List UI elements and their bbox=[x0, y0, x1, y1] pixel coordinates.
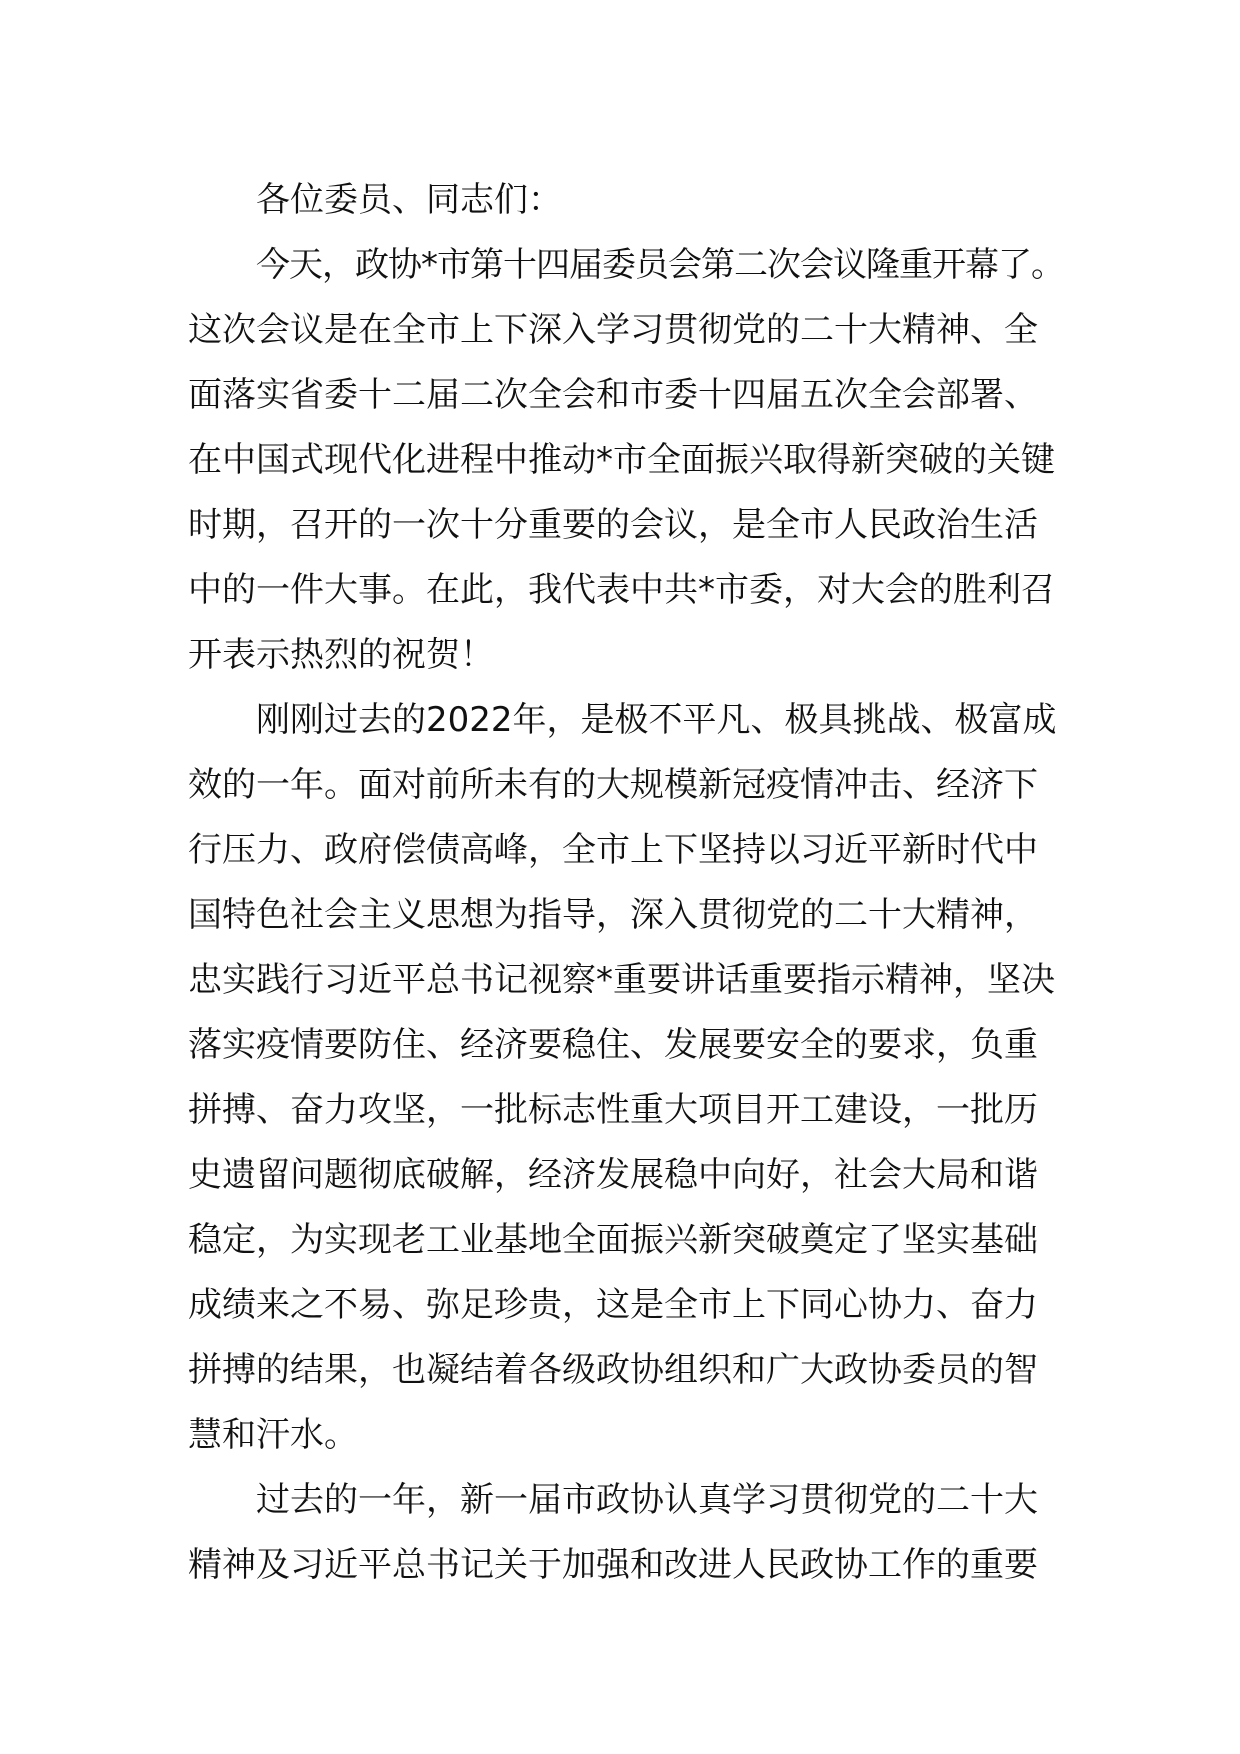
paragraph-2-line-12: 慧和汗水。 bbox=[188, 1415, 358, 1455]
paragraph-2-line-10: 成绩来之不易、弥足珍贵，这是全市上下同心协力、奋力 bbox=[188, 1285, 1038, 1325]
speech-body bbox=[188, 168, 1064, 1598]
paragraph-1-line-2: 这次会议是在全市上下深入学习贯彻党的二十大精神、全 bbox=[188, 310, 1038, 350]
paragraph-1-line-7: 开表示热烈的祝贺！ bbox=[188, 635, 494, 675]
paragraph-1-line-1: 今天，政协*市第十四届委员会第二次会议隆重开幕了。 bbox=[256, 245, 1064, 285]
paragraph-2-line-6: 落实疫情要防住、经济要稳住、发展要安全的要求，负重 bbox=[188, 1025, 1038, 1065]
paragraph-2-line-1: 刚刚过去的2022年，是极不平凡、极具挑战、极富成 bbox=[256, 700, 1057, 740]
paragraph-3-line-1: 过去的一年，新一届市政协认真学习贯彻党的二十大 bbox=[256, 1480, 1038, 1520]
paragraph-2-line-9: 稳定，为实现老工业基地全面振兴新突破奠定了坚实基础 bbox=[188, 1220, 1038, 1260]
paragraph-3-line-2: 精神及习近平总书记关于加强和改进人民政协工作的重要 bbox=[188, 1545, 1038, 1585]
paragraph-2-line-3: 行压力、政府偿债高峰，全市上下坚持以习近平新时代中 bbox=[188, 830, 1038, 870]
paragraph-2-line-4: 国特色社会主义思想为指导，深入贯彻党的二十大精神， bbox=[188, 895, 1038, 935]
salutation-line: 各位委员、同志们： bbox=[256, 180, 562, 220]
paragraph-1-line-3: 面落实省委十二届二次全会和市委十四届五次全会部署、 bbox=[188, 375, 1038, 415]
paragraph-1-line-6: 中的一件大事。在此，我代表中共*市委，对大会的胜利召 bbox=[188, 570, 1055, 610]
paragraph-1-line-5: 时期，召开的一次十分重要的会议，是全市人民政治生活 bbox=[188, 505, 1038, 545]
paragraph-2-line-11: 拼搏的结果，也凝结着各级政协组织和广大政协委员的智 bbox=[188, 1350, 1038, 1390]
paragraph-2-line-2: 效的一年。面对前所未有的大规模新冠疫情冲击、经济下 bbox=[188, 765, 1038, 805]
paragraph-2-line-7: 拼搏、奋力攻坚，一批标志性重大项目开工建设，一批历 bbox=[188, 1090, 1038, 1130]
paragraph-1-line-4: 在中国式现代化进程中推动*市全面振兴取得新突破的关键 bbox=[188, 440, 1055, 480]
paragraph-2-line-5: 忠实践行习近平总书记视察*重要讲话重要指示精神，坚决 bbox=[188, 960, 1055, 1000]
paragraph-2-line-8: 史遗留问题彻底破解，经济发展稳中向好，社会大局和谐 bbox=[188, 1155, 1038, 1195]
